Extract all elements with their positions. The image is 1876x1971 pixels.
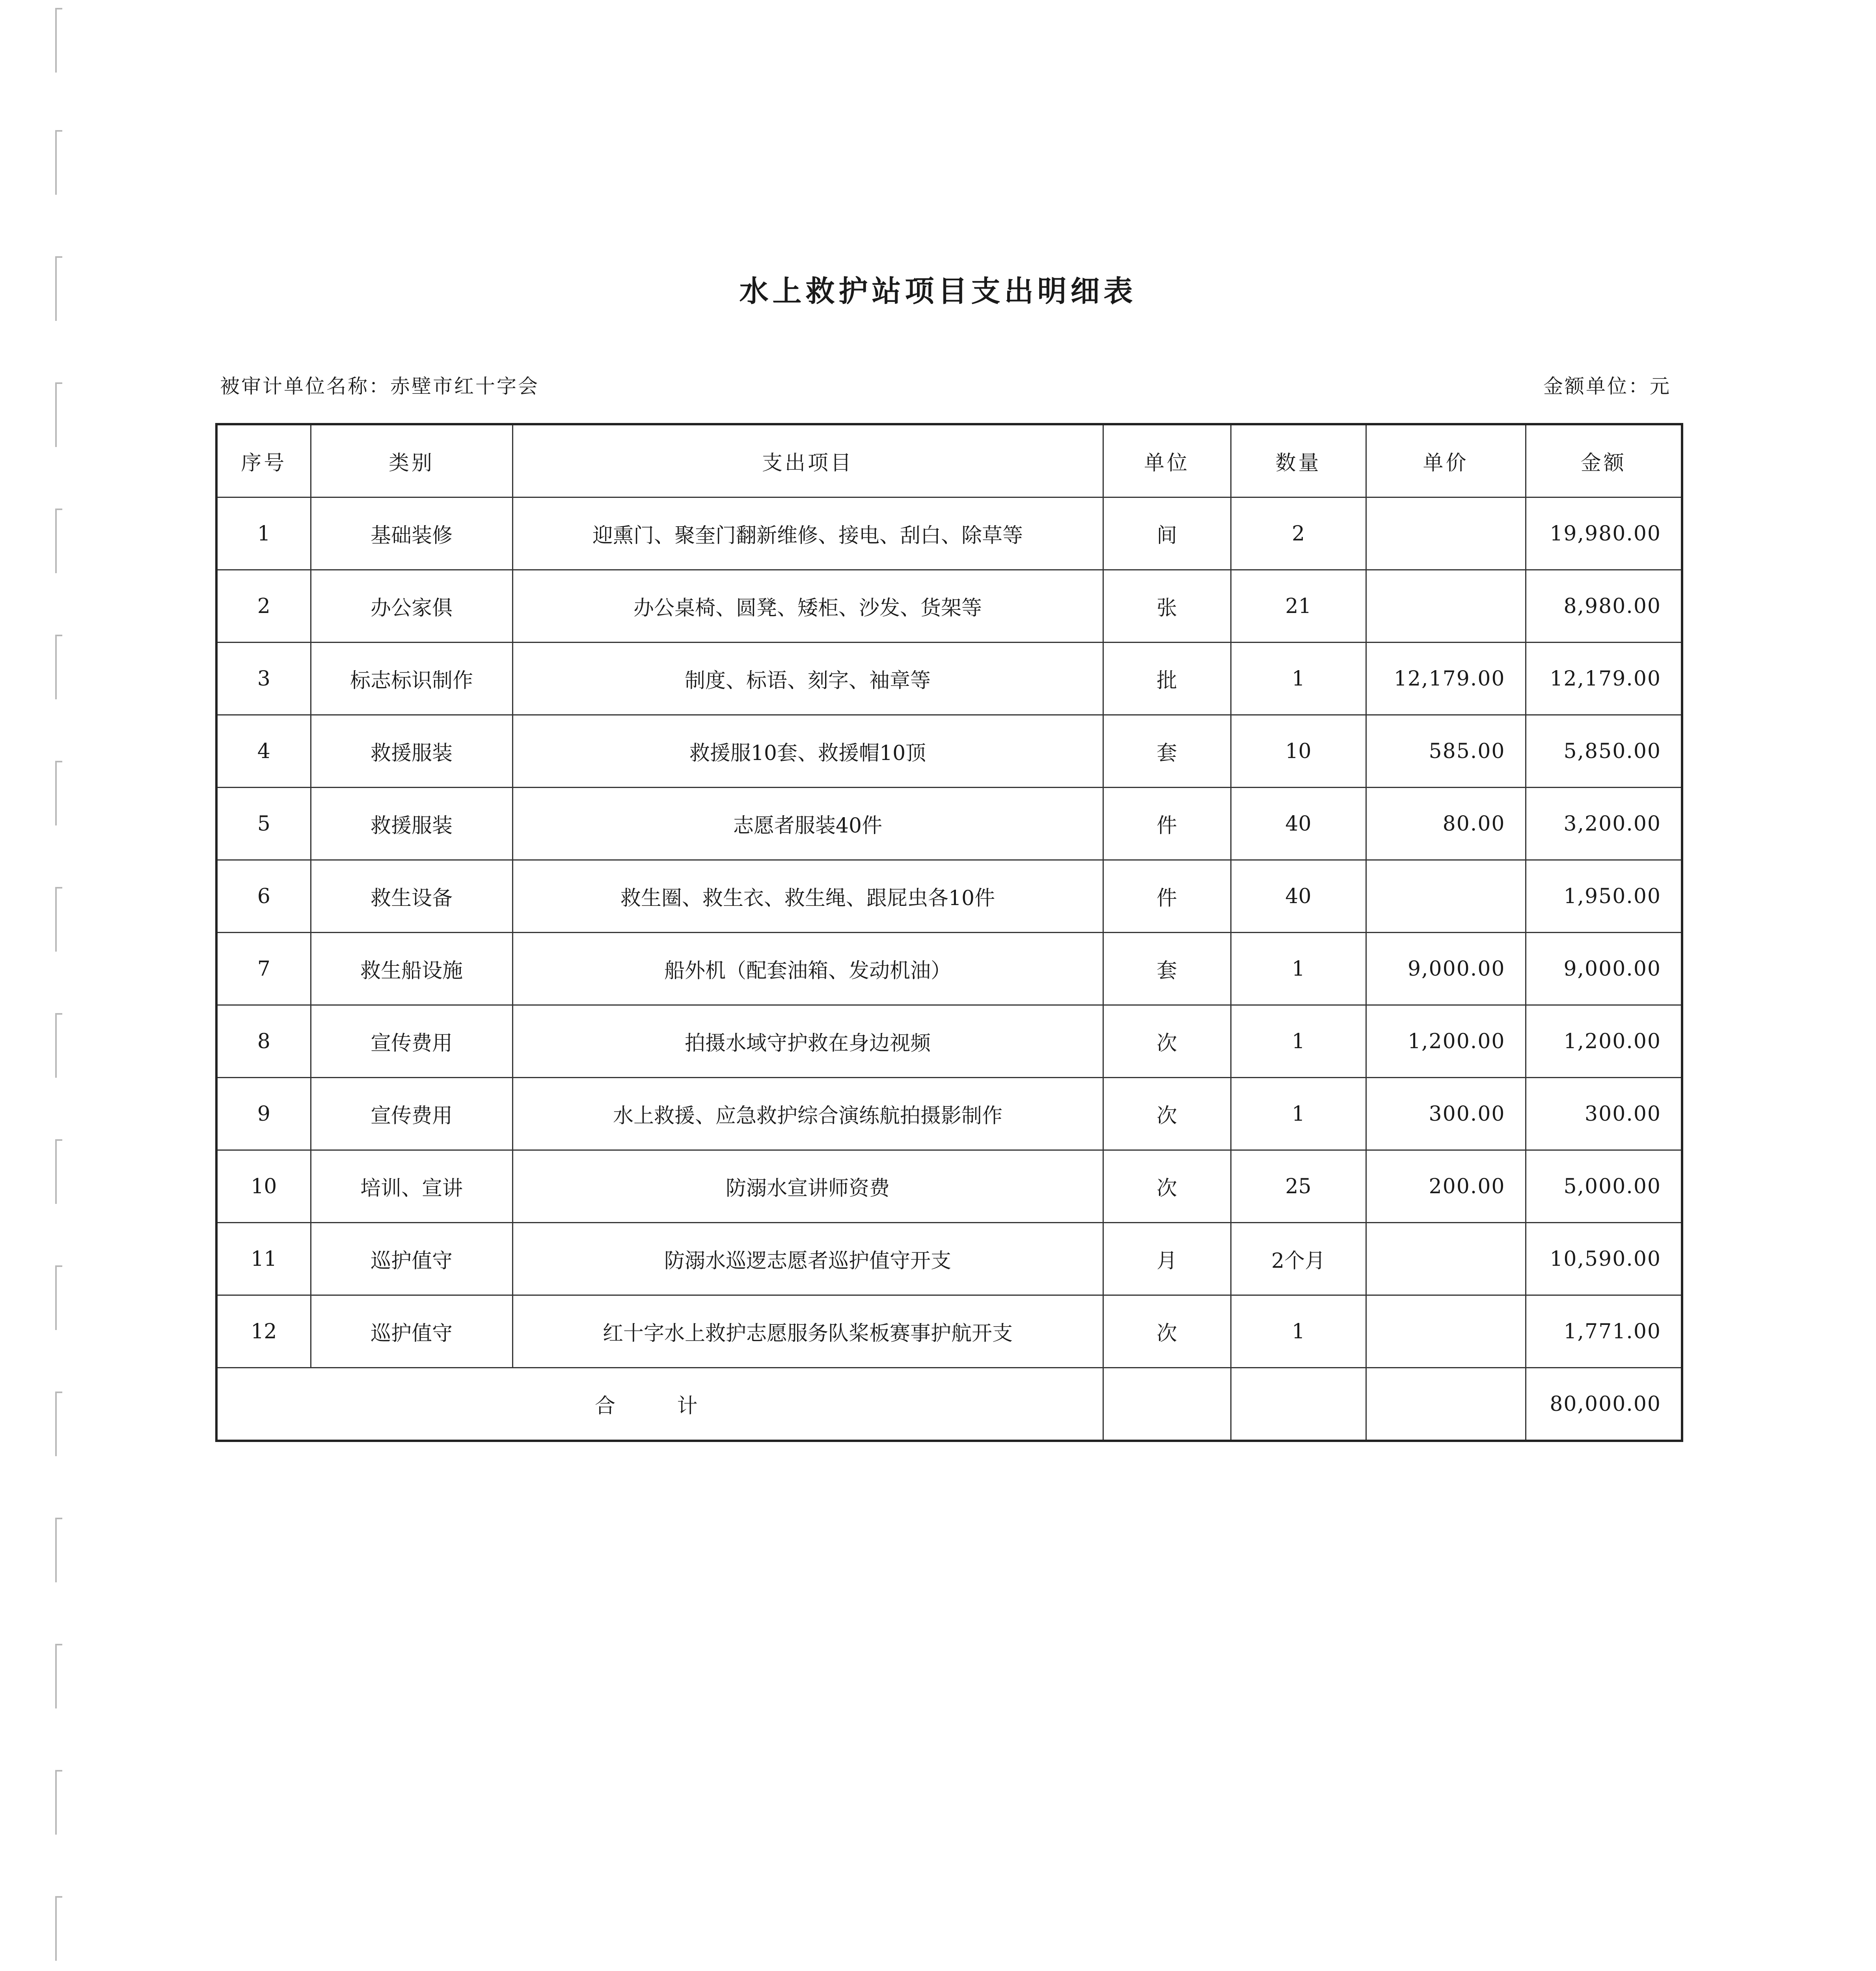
binding-mark: [55, 1265, 62, 1330]
binding-mark: [55, 1644, 62, 1708]
total-label: 合 计: [216, 1368, 1103, 1441]
table-row: [216, 715, 1682, 788]
binding-mark: [55, 8, 62, 73]
cell-unit-price: [1366, 1295, 1526, 1368]
cell-amount: 8,980.00: [1526, 570, 1682, 643]
cell-no: 1: [216, 497, 311, 570]
cell-no: 9: [216, 1078, 311, 1150]
cell-quantity: 1: [1231, 1295, 1366, 1368]
cell-item: 办公桌椅、圆凳、矮柜、沙发、货架等: [512, 570, 1103, 643]
cell-amount: 9,000.00: [1526, 933, 1682, 1005]
cell-category: 救生船设施: [311, 933, 512, 1005]
cell-category: 基础装修: [311, 497, 512, 570]
table-row: [216, 1295, 1682, 1368]
header-no: 序号: [216, 424, 311, 497]
cell-item: 红十字水上救护志愿服务队桨板赛事护航开支: [512, 1295, 1103, 1368]
cell-category: 救生设备: [311, 860, 512, 933]
cell-quantity: 40: [1231, 788, 1366, 860]
header-unit-price: 单价: [1366, 424, 1526, 497]
cell-unit: 套: [1103, 715, 1231, 788]
cell-category: 标志标识制作: [311, 643, 512, 715]
cell-unit-price: [1366, 1223, 1526, 1295]
cell-item: 防溺水宣讲师资费: [512, 1150, 1103, 1223]
cell-category: 巡护值守: [311, 1223, 512, 1295]
table-row: [216, 643, 1682, 715]
cell-category: 宣传费用: [311, 1005, 512, 1078]
cell-unit: 月: [1103, 1223, 1231, 1295]
cell-no: 7: [216, 933, 311, 1005]
cell-unit: 件: [1103, 860, 1231, 933]
cell-unit: 张: [1103, 570, 1231, 643]
amount-unit-label: 金额单位：元: [1543, 375, 1671, 398]
cell-category: 救援服装: [311, 788, 512, 860]
total-row: [216, 1368, 1682, 1441]
cell-amount: 12,179.00: [1526, 643, 1682, 715]
cell-unit-price: 200.00: [1366, 1150, 1526, 1223]
table-header-row: [216, 424, 1682, 497]
cell-quantity: 25: [1231, 1150, 1366, 1223]
cell-category: 巡护值守: [311, 1295, 512, 1368]
cell-category: 宣传费用: [311, 1078, 512, 1150]
cell-item: 迎熏门、聚奎门翻新维修、接电、刮白、除草等: [512, 497, 1103, 570]
cell-unit: 次: [1103, 1078, 1231, 1150]
cell-item: 制度、标语、刻字、袖章等: [512, 643, 1103, 715]
cell-unit-price: [1366, 860, 1526, 933]
header-unit: 单位: [1103, 424, 1231, 497]
cell-amount: 5,850.00: [1526, 715, 1682, 788]
total-empty-cell: [1366, 1368, 1526, 1441]
cell-amount: 5,000.00: [1526, 1150, 1682, 1223]
cell-item: 拍摄水域守护救在身边视频: [512, 1005, 1103, 1078]
cell-unit: 次: [1103, 1005, 1231, 1078]
cell-unit-price: 585.00: [1366, 715, 1526, 788]
binding-mark: [55, 761, 62, 825]
cell-quantity: 1: [1231, 933, 1366, 1005]
cell-quantity: 2: [1231, 497, 1366, 570]
cell-amount: 3,200.00: [1526, 788, 1682, 860]
cell-amount: 19,980.00: [1526, 497, 1682, 570]
binding-mark: [55, 1392, 62, 1456]
cell-amount: 1,771.00: [1526, 1295, 1682, 1368]
cell-amount: 1,950.00: [1526, 860, 1682, 933]
binding-mark: [55, 382, 62, 447]
cell-no: 10: [216, 1150, 311, 1223]
header-item: 支出项目: [512, 424, 1103, 497]
cell-amount: 10,590.00: [1526, 1223, 1682, 1295]
cell-quantity: 2个月: [1231, 1223, 1366, 1295]
cell-quantity: 10: [1231, 715, 1366, 788]
cell-amount: 300.00: [1526, 1078, 1682, 1150]
cell-quantity: 1: [1231, 1005, 1366, 1078]
cell-category: 培训、宣讲: [311, 1150, 512, 1223]
cell-unit: 次: [1103, 1150, 1231, 1223]
cell-unit: 次: [1103, 1295, 1231, 1368]
header-quantity: 数量: [1231, 424, 1366, 497]
table-row: [216, 1150, 1682, 1223]
cell-unit-price: 1,200.00: [1366, 1005, 1526, 1078]
binding-mark: [55, 1770, 62, 1835]
cell-unit-price: 9,000.00: [1366, 933, 1526, 1005]
audited-unit-label: 被审计单位名称：赤壁市红十字会: [220, 375, 539, 398]
cell-item: 水上救援、应急救护综合演练航拍摄影制作: [512, 1078, 1103, 1150]
cell-unit-price: [1366, 570, 1526, 643]
cell-no: 6: [216, 860, 311, 933]
total-empty-cell: [1103, 1368, 1231, 1441]
binding-mark: [55, 635, 62, 699]
cell-unit-price: [1366, 497, 1526, 570]
cell-no: 4: [216, 715, 311, 788]
cell-amount: 1,200.00: [1526, 1005, 1682, 1078]
cell-unit: 套: [1103, 933, 1231, 1005]
table-row: [216, 788, 1682, 860]
cell-item: 防溺水巡逻志愿者巡护值守开支: [512, 1223, 1103, 1295]
binding-mark: [55, 1518, 62, 1582]
cell-unit: 间: [1103, 497, 1231, 570]
total-empty-cell: [1231, 1368, 1366, 1441]
cell-quantity: 1: [1231, 643, 1366, 715]
cell-no: 5: [216, 788, 311, 860]
cell-no: 3: [216, 643, 311, 715]
cell-unit-price: 12,179.00: [1366, 643, 1526, 715]
cell-quantity: 1: [1231, 1078, 1366, 1150]
expense-detail-table: [215, 423, 1683, 1442]
cell-category: 办公家俱: [311, 570, 512, 643]
cell-no: 8: [216, 1005, 311, 1078]
total-amount: 80,000.00: [1526, 1368, 1682, 1441]
cell-unit-price: 300.00: [1366, 1078, 1526, 1150]
table-row: [216, 1223, 1682, 1295]
cell-item: 志愿者服装40件: [512, 788, 1103, 860]
binding-mark: [55, 509, 62, 573]
cell-category: 救援服装: [311, 715, 512, 788]
binding-mark: [55, 1896, 62, 1961]
header-category: 类别: [311, 424, 512, 497]
binding-mark: [55, 130, 62, 195]
binding-mark: [55, 887, 62, 952]
cell-unit: 批: [1103, 643, 1231, 715]
cell-item: 救援服10套、救援帽10顶: [512, 715, 1103, 788]
cell-unit: 件: [1103, 788, 1231, 860]
cell-item: 船外机（配套油箱、发动机油）: [512, 933, 1103, 1005]
cell-no: 2: [216, 570, 311, 643]
table-row: [216, 933, 1682, 1005]
cell-quantity: 21: [1231, 570, 1366, 643]
table-row: [216, 497, 1682, 570]
binding-mark: [55, 1139, 62, 1204]
table-row: [216, 570, 1682, 643]
page-title: 水上救护站项目支出明细表: [739, 274, 1137, 308]
header-amount: 金额: [1526, 424, 1682, 497]
cell-quantity: 40: [1231, 860, 1366, 933]
cell-no: 12: [216, 1295, 311, 1368]
cell-no: 11: [216, 1223, 311, 1295]
table-row: [216, 1005, 1682, 1078]
binding-mark: [55, 1013, 62, 1078]
table-row: [216, 1078, 1682, 1150]
cell-unit-price: 80.00: [1366, 788, 1526, 860]
cell-item: 救生圈、救生衣、救生绳、跟屁虫各10件: [512, 860, 1103, 933]
table-row: [216, 860, 1682, 933]
